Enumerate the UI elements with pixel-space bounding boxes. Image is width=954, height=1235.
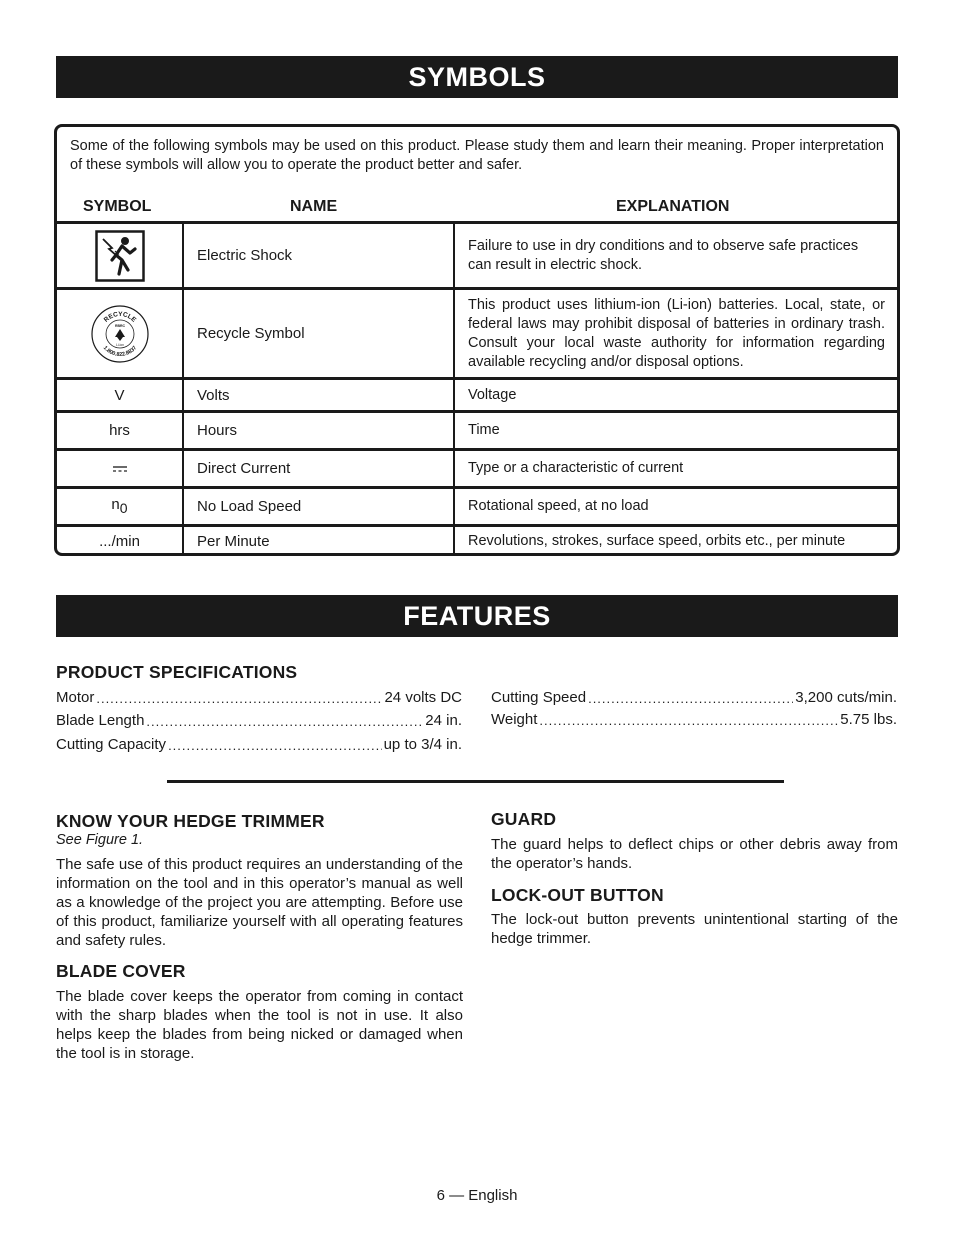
spec-label: Blade Length xyxy=(56,712,145,729)
symbol-glyph: hrs xyxy=(57,413,184,448)
symbol-explanation: Time xyxy=(468,422,500,438)
know-body: The safe use of this product requires an understanding of the information on the tool and in this operator’s manual as well as a knowledge of the project you are attempting. Before use of this product, familiarize yourself with all operating features and safety rules. xyxy=(56,856,463,949)
spec-value: 3,200 cuts/min. xyxy=(795,689,897,706)
product-specifications-heading: PRODUCT SPECIFICATIONS xyxy=(56,662,298,682)
spec-line xyxy=(491,686,897,706)
symbol-explanation: Rotational speed, at no load xyxy=(468,498,649,514)
table-row xyxy=(57,448,900,486)
spec-line xyxy=(56,686,462,706)
spec-value: 5.75 lbs. xyxy=(840,711,897,728)
table-row xyxy=(57,410,900,448)
symbol-name: Recycle Symbol xyxy=(184,290,455,377)
table-row xyxy=(57,377,900,410)
table-row xyxy=(57,287,900,377)
spec-line xyxy=(56,733,462,753)
guard-body: The guard helps to deflect chips or other debris away from the operator’s hands. xyxy=(491,836,898,872)
symbol-glyph: .../min xyxy=(57,527,184,556)
header-explanation: EXPLANATION xyxy=(616,198,730,215)
symbol-explanation: Voltage xyxy=(468,386,517,403)
symbol-cell xyxy=(57,489,184,524)
symbol-name: Volts xyxy=(184,380,455,410)
symbol-name: No Load Speed xyxy=(184,489,455,524)
table-row xyxy=(57,221,900,287)
seal-text-top: RECYCLE xyxy=(102,310,137,324)
seal-text-bottom: 1.800.822.8837 xyxy=(101,344,138,358)
spec-label: Motor xyxy=(56,689,95,706)
lockout-heading: LOCK-OUT BUTTON xyxy=(491,885,664,905)
spec-label: Cutting Capacity xyxy=(56,736,167,753)
header-name: NAME xyxy=(290,198,338,215)
symbols-title: SYMBOLS xyxy=(56,56,898,98)
direct-current-icon xyxy=(112,464,128,474)
symbol-name: Hours xyxy=(184,413,455,448)
spec-label: Weight xyxy=(491,711,538,728)
symbol-subscript: 0 xyxy=(119,500,128,516)
seal-text-liion: Li-ion xyxy=(115,342,124,347)
symbol-glyph: n xyxy=(111,496,120,513)
symbol-name: Per Minute xyxy=(184,527,455,556)
spec-label: Cutting Speed xyxy=(491,689,587,706)
symbol-explanation: Failure to use in dry conditions and to observe safe practices can result in electric shock. xyxy=(468,237,859,273)
section-divider xyxy=(167,780,784,783)
symbol-cell xyxy=(57,224,184,287)
table-row xyxy=(57,486,900,524)
symbol-cell xyxy=(57,451,184,486)
symbols-intro: Some of the following symbols may be used on this product. Please study them and learn their meaning. Proper interpretation of these symbols will allow you to operate the product better and safer. xyxy=(70,138,884,173)
know-heading: KNOW YOUR HEDGE TRIMMER xyxy=(56,811,325,831)
guard-heading: GUARD xyxy=(491,809,557,829)
electric-shock-icon xyxy=(95,230,145,282)
spec-value: 24 volts DC xyxy=(384,689,462,706)
symbol-explanation: Type or a characteristic of current xyxy=(468,460,684,476)
spec-line xyxy=(491,708,897,728)
blade-cover-heading: BLADE COVER xyxy=(56,961,186,981)
spec-value: up to 3/4 in. xyxy=(383,736,462,753)
symbols-table xyxy=(54,124,900,556)
symbol-explanation: Revolutions, strokes, surface speed, orbits etc., per minute xyxy=(468,533,846,549)
table-row xyxy=(57,524,900,556)
symbol-glyph: V xyxy=(57,380,184,410)
symbol-name: Electric Shock xyxy=(184,224,455,287)
blade-cover-body: The blade cover keeps the operator from coming in contact with the sharp blades when the tool is not in use. It also helps keep the blades from being nicked or damaged when the tool is in storage. xyxy=(56,988,463,1062)
seal-text-mid: RBRC xyxy=(114,323,125,328)
spec-value: 24 in. xyxy=(425,712,462,729)
symbol-name: Direct Current xyxy=(184,451,455,486)
symbol-cell xyxy=(57,290,184,377)
lockout-body: The lock-out button prevents unintentional starting of the hedge trimmer. xyxy=(491,911,898,947)
features-title: FEATURES xyxy=(56,595,898,637)
header-symbol: SYMBOL xyxy=(83,198,152,215)
see-figure-note: See Figure 1. xyxy=(56,832,144,848)
recycle-seal-icon xyxy=(90,304,150,364)
symbol-explanation: This product uses lithium-ion (Li-ion) batteries. Local, state, or federal laws may prohibit disposal of batteries in ordinary trash. Consult your local waste authority for information regarding available recycling and/or disposal options. xyxy=(468,296,885,370)
page-footer: 6 — English xyxy=(436,1187,518,1204)
spec-line xyxy=(56,709,462,729)
